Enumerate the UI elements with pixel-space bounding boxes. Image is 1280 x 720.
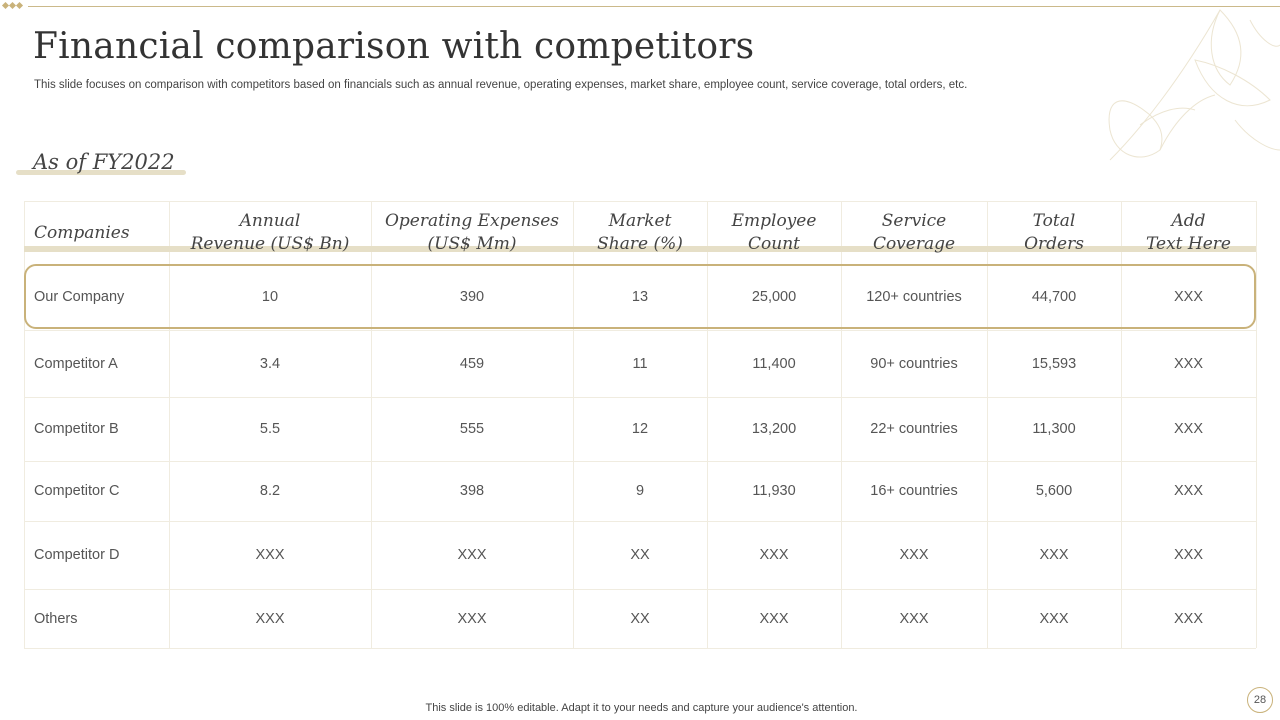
header-line: Total [1032, 211, 1076, 231]
table-cell-add-text: XXX [1173, 483, 1203, 499]
header-line: Share (%) [597, 234, 683, 254]
table-cell-company: Competitor B [34, 421, 119, 437]
table-cell-operating-expenses: 459 [459, 355, 485, 372]
header-line: Add [1171, 211, 1206, 231]
table-cell-operating-expenses: 555 [459, 421, 485, 437]
page-title: Financial comparison with competitors [33, 26, 755, 67]
table-cell-operating-expenses: 390 [459, 289, 485, 305]
table-cell-total-orders: 44,700 [1031, 289, 1077, 305]
table-cell-company: Others [34, 610, 78, 627]
table-cell-total-orders: XXX [1039, 610, 1069, 627]
table-cell-market-share: 11 [632, 355, 648, 372]
table-cell-annual-revenue: 5.5 [259, 421, 281, 437]
header-line: Revenue (US$ Bn) [190, 234, 350, 254]
table-cell-employee-count: XXX [759, 610, 789, 627]
table-cell-employee-count: 13,200 [751, 421, 797, 437]
table-cell-company: Our Company [34, 289, 125, 305]
table-cell-annual-revenue: 3.4 [259, 355, 281, 372]
header-line: (US$ Mm) [427, 234, 517, 254]
table-cell-total-orders: 5,600 [1035, 483, 1073, 499]
table-row-divider [24, 648, 1256, 649]
table-cell-operating-expenses: 398 [459, 483, 485, 499]
table-cell-total-orders: 15,593 [1031, 355, 1077, 372]
table-cell-annual-revenue: 10 [261, 289, 279, 305]
page-number: 28 [1247, 687, 1273, 713]
header-line: Market [608, 211, 672, 231]
header-line: Count [748, 234, 800, 254]
table-cell-company: Competitor A [34, 355, 118, 372]
table-cell-company: Competitor D [34, 547, 120, 563]
header-annual-revenue [169, 208, 371, 258]
header-line: Orders [1024, 234, 1084, 254]
table-cell-add-text: XXX [1173, 547, 1203, 563]
table-cell-add-text: XXX [1173, 355, 1203, 372]
header-line: Employee [731, 211, 817, 231]
header-line: Annual [239, 211, 301, 231]
table-cell-add-text: XXX [1173, 421, 1203, 437]
table-cell-add-text: XXX [1173, 610, 1203, 627]
table-cell-total-orders: 11,300 [1032, 421, 1076, 437]
header-line: Operating Expenses [384, 211, 560, 231]
table-cell-market-share: 12 [631, 421, 649, 437]
table-cell-annual-revenue: 8.2 [259, 483, 281, 499]
table-cell-add-text: XXX [1173, 289, 1203, 305]
header-employee-count [707, 208, 841, 258]
header-total-orders [987, 208, 1121, 258]
table-cell-company: Competitor C [34, 483, 120, 499]
table-cell-market-share: XX [630, 547, 650, 563]
table-cell-total-orders: XXX [1039, 547, 1069, 563]
header-company [24, 208, 169, 258]
table-column-divider [1256, 201, 1257, 648]
table-cell-annual-revenue: XXX [255, 547, 285, 563]
header-add-text [1121, 208, 1256, 258]
table-cell-service-coverage: XXX [899, 610, 929, 627]
diamond-ornament-icon [3, 2, 22, 10]
table-cell-service-coverage: 90+ countries [870, 355, 958, 372]
table-cell-service-coverage: 22+ countries [870, 421, 958, 437]
table-cell-operating-expenses: XXX [457, 547, 487, 563]
header-market-share [573, 208, 707, 258]
header-operating-expenses [371, 208, 573, 258]
table-cell-employee-count: 25,000 [751, 289, 797, 305]
header-line: Text Here [1146, 234, 1231, 254]
header-line: Coverage [872, 234, 956, 254]
header-line: Service [881, 211, 947, 231]
header-line: Companies [34, 222, 130, 243]
table-cell-employee-count: XXX [759, 547, 789, 563]
table-cell-operating-expenses: XXX [457, 610, 487, 627]
header-service-coverage [841, 208, 987, 258]
table-cell-service-coverage: 120+ countries [866, 289, 962, 305]
table-cell-market-share: XX [630, 610, 650, 627]
top-rule [28, 6, 1280, 7]
as-of-label: As of FY2022 [33, 150, 175, 174]
table-cell-employee-count: 11,400 [752, 355, 796, 372]
table-cell-market-share: 9 [635, 483, 645, 499]
leaf-decoration-icon [1100, 0, 1280, 175]
table-cell-service-coverage: XXX [899, 547, 929, 563]
footer-note: This slide is 100% editable. Adapt it to your needs and capture your audience's attention. [425, 702, 858, 714]
table-cell-market-share: 13 [631, 289, 649, 305]
page-subtitle: This slide focuses on comparison with competitors based on financials such as annual revenue, operating expenses, market share, employee count, service coverage, total orders, etc. [34, 79, 968, 91]
table-row-divider [24, 201, 1256, 202]
table-cell-employee-count: 11,930 [752, 483, 796, 499]
table-cell-service-coverage: 16+ countries [870, 483, 958, 499]
table-cell-annual-revenue: XXX [255, 610, 285, 627]
